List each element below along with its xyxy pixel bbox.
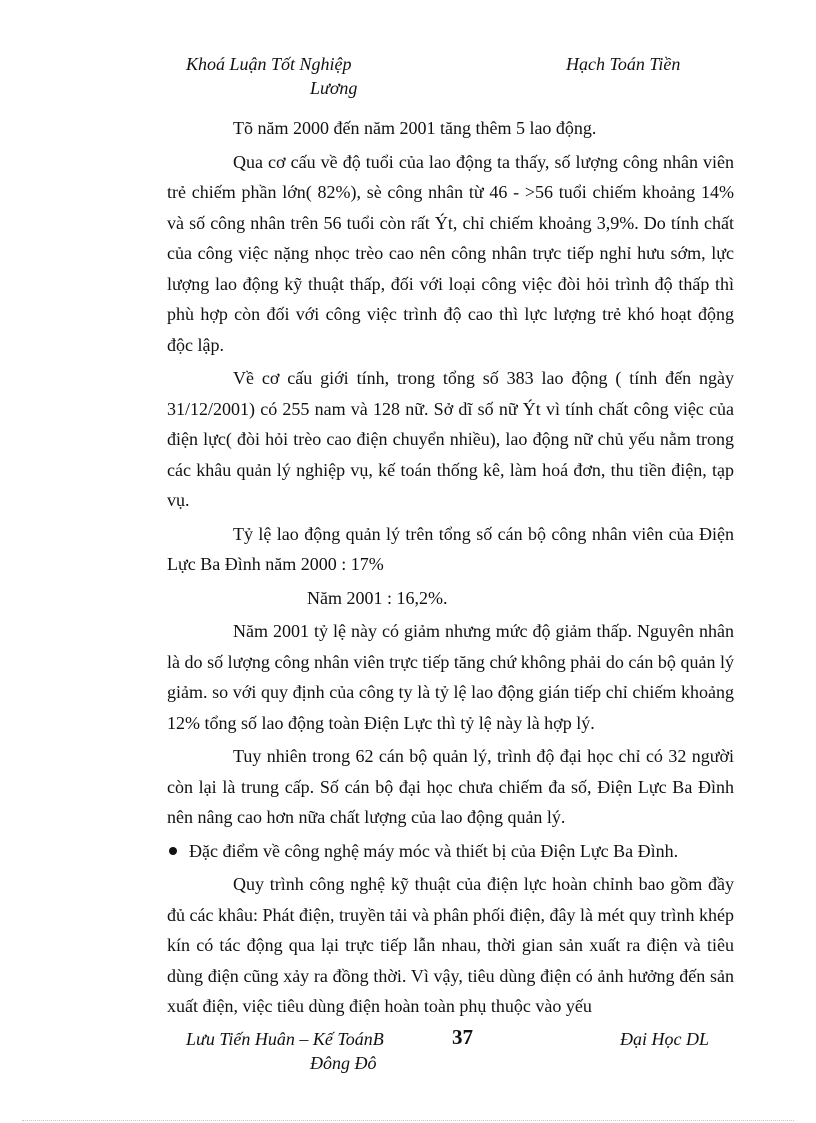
paragraph-8: Quy trình công nghệ kỹ thuật của điện lực hoàn chỉnh bao gồm đầy đủ các khâu: Phát điện, truyền tải và phân phối điện, đây là mét quy trình khép kín có tác động qua lại trực tiếp lẫn nhau, thời gian sản xuất ra điện và tiêu dùng điện cũng xảy ra đồng thời. Vì vậy, tiêu dùng điện có ảnh hưởng đến sản xuất điện, việc tiêu dùng điện hoàn toàn phụ thuộc vào yếu bbox=[167, 874, 734, 1016]
footer-left-line2: Đông Đô bbox=[310, 1053, 377, 1073]
paragraph-7: Tuy nhiên trong 62 cán bộ quản lý, trình độ đại học chỉ có 32 người còn lại là trung cấp. Số cán bộ đại học chưa chiếm đa số, Điện Lực Ba Đình nên nâng cao hơn nữa chất lượng của lao động quản lý. bbox=[167, 746, 734, 827]
header-left bbox=[186, 52, 386, 100]
page-bottom-divider bbox=[22, 1120, 794, 1121]
body-text bbox=[167, 113, 734, 1025]
footer-left bbox=[186, 1027, 416, 1075]
footer-left-line1: Lưu Tiến Huân – Kế ToánB bbox=[186, 1029, 384, 1049]
bullet-dot-icon bbox=[167, 836, 189, 866]
paragraph-5: Năm 2001 : 16,2%. bbox=[307, 587, 448, 608]
header-right: Hạch Toán Tiền bbox=[566, 54, 681, 74]
header-left-line1: Khoá Luận Tốt Nghiệp bbox=[186, 54, 352, 74]
header-left-line2: Lương bbox=[310, 78, 358, 98]
page-number: 37 bbox=[452, 1025, 473, 1049]
paragraph-1: Tõ năm 2000 đến năm 2001 tăng thêm 5 lao động. bbox=[233, 118, 597, 138]
bullet-text: Đặc điểm về công nghệ máy móc và thiết bị của Điện Lực Ba Đình. bbox=[189, 840, 679, 861]
paragraph-6: Năm 2001 tỷ lệ này có giảm nhưng mức độ giảm thấp. Nguyên nhân là do số lượng công nhân viên trực tiếp tăng chứ không phải do cán bộ quản lý giảm. so với quy định của công ty là tỷ lệ lao động gián tiếp chỉ chiếm khoảng 12% tổng số lao động toàn Điện Lực thì tỷ lệ này là hợp lý. bbox=[167, 621, 734, 733]
paragraph-4: Tỷ lệ lao động quản lý trên tổng số cán bộ công nhân viên của Điện Lực Ba Đình năm 2000 : 17% bbox=[167, 523, 734, 574]
footer-right: Đại Học DL bbox=[620, 1029, 709, 1049]
paragraph-3: Về cơ cấu giới tính, trong tổng số 383 lao động ( tính đến ngày 31/12/2001) có 255 nam và 128 nữ. Sở dĩ số nữ Ýt vì tính chất công việc của điện lực( đòi hỏi trèo cao điện chuyển nhiều), lao động nữ chủ yếu nằm trong các khâu quản lý nghiệp vụ, kế toán thống kê, làm hoá đơn, thu tiền điện, tạp vụ. bbox=[167, 368, 734, 510]
paragraph-2: Qua cơ cấu về độ tuổi của lao động ta thấy, số lượng công nhân viên trẻ chiếm phần lớn( 82%), sè công nhân từ 46 - >56 tuổi chiếm khoảng 14% và số công nhân trên 56 tuổi còn rất Ýt, chỉ chiếm khoảng 3,9%. Do tính chất của công việc nặng nhọc trèo cao nên công nhân trực tiếp nghỉ hưu sớm, lực lượng lao động kỹ thuật thấp, đối với loại công việc đòi hỏi trình độ thấp thì phù hợp còn đối với công việc trình độ cao thì lực lượng trẻ khó hoạt động độc lập. bbox=[167, 151, 734, 355]
bullet-item bbox=[167, 836, 734, 867]
